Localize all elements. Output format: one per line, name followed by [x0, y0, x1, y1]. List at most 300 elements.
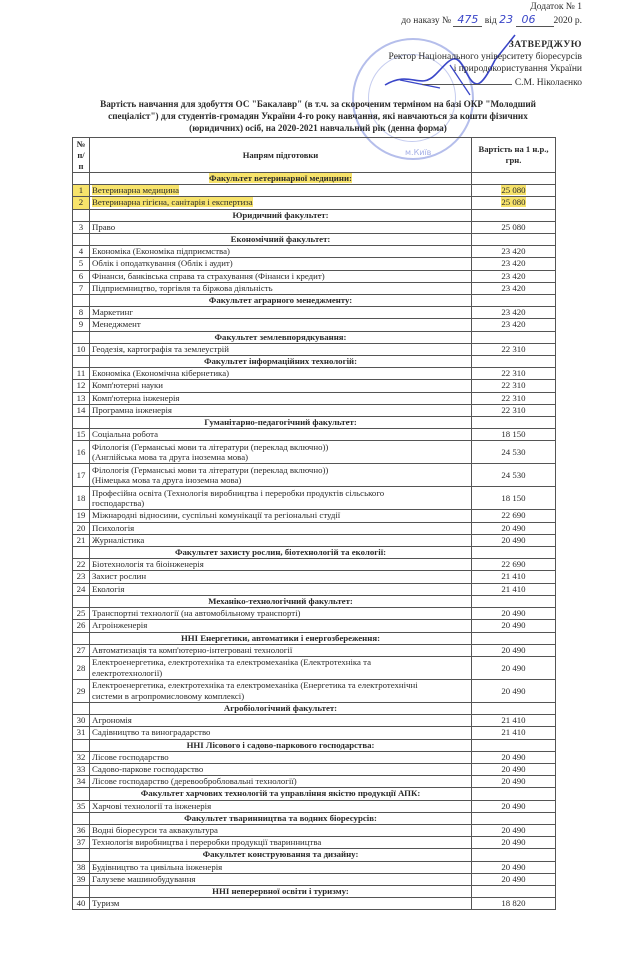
program-name-text: Журналістика [92, 534, 145, 545]
row-num: 19 [73, 510, 90, 522]
faculty-name [90, 595, 472, 607]
row-price [472, 368, 556, 380]
program-name-text: Агроінженерія [92, 620, 148, 631]
program-name [90, 441, 472, 464]
program-name [90, 656, 472, 679]
program-name [90, 392, 472, 404]
program-name [90, 644, 472, 656]
order-number: 475 [453, 13, 482, 27]
row-price [472, 464, 556, 487]
table-row [73, 800, 556, 812]
faculty-label: Факультет харчових технологій та управління якістю продукції АПК: [140, 788, 421, 799]
row-num: 33 [73, 763, 90, 775]
row-price [472, 885, 556, 897]
program-name-text: Технологія виробництва і переробки продукції тваринництва [92, 837, 322, 848]
price-value: 23 420 [501, 246, 526, 257]
row-price [472, 282, 556, 294]
faculty-row [73, 702, 556, 714]
stamp-city-text: м.Київ [405, 148, 432, 157]
row-num: 7 [73, 282, 90, 294]
price-value: 20 490 [501, 824, 526, 835]
price-value: 22 310 [501, 392, 526, 403]
program-name-text: Автоматизація та комп'ютерно-інтегровані технології [92, 644, 293, 655]
price-value: 18 150 [501, 493, 526, 504]
row-price [472, 812, 556, 824]
faculty-label: ННІ Енергетики, автоматики і енергозбереження: [180, 632, 381, 643]
faculty-row [73, 173, 556, 185]
header-price: Вартість на 1 н.р., грн. [472, 138, 556, 173]
table-row [73, 620, 556, 632]
row-price [472, 656, 556, 679]
price-value: 23 420 [501, 282, 526, 293]
row-price [472, 620, 556, 632]
faculty-row [73, 739, 556, 751]
program-name-text: Галузеве машинобудування [92, 873, 196, 884]
row-price [472, 849, 556, 861]
row-num: 15 [73, 429, 90, 441]
price-value: 20 490 [501, 685, 526, 696]
table-row [73, 583, 556, 595]
row-price [472, 679, 556, 702]
price-value: 25 080 [501, 185, 526, 196]
table-row [73, 763, 556, 775]
row-num: 28 [73, 656, 90, 679]
program-name [90, 487, 472, 510]
row-price [472, 295, 556, 307]
faculty-row [73, 356, 556, 368]
table-row [73, 441, 556, 464]
faculty-label: Факультет інформаційних технологій: [203, 356, 358, 367]
program-name [90, 368, 472, 380]
faculty-label: Агробіологічний факультет: [223, 702, 338, 713]
price-value: 24 530 [501, 447, 526, 458]
faculty-label: Економічний факультет: [230, 234, 331, 245]
row-num: 16 [73, 441, 90, 464]
table-row [73, 197, 556, 209]
program-name [90, 307, 472, 319]
rector-name: С.М. Ніколаєнко [514, 78, 582, 88]
program-name-text: Садово-паркове господарство [92, 763, 204, 774]
row-num: 23 [73, 571, 90, 583]
row-num: 37 [73, 837, 90, 849]
table-row [73, 873, 556, 885]
faculty-label: Факультет тваринництва та водних біоресурсів: [184, 812, 377, 823]
document-title: Вартість навчання для здобуття ОС "Бакалавр" (в т.ч. за скороченим терміном на базі ОКР "Молодший спеціаліст") для студентів-громадян України 4-го року навчання, які навчаються за кошти фізичних (юридичних) осіб, на 2020-2021 навчальний рік (денна форма) [100, 99, 536, 133]
program-name-text: Електроенергетика, електротехніка та електромеханіка (Енергетика та електротехнічні [92, 680, 418, 691]
program-name-text: Геодезія, картографія та землеустрій [92, 343, 229, 354]
row-num [73, 849, 90, 861]
program-name [90, 583, 472, 595]
faculty-name [90, 788, 472, 800]
row-price [472, 715, 556, 727]
program-name-text: Водні біоресурси та аквакультура [92, 824, 218, 835]
table-row [73, 559, 556, 571]
table-row [73, 656, 556, 679]
row-num: 11 [73, 368, 90, 380]
program-name-text: Садівництво та виноградарство [92, 727, 211, 738]
row-price [472, 417, 556, 429]
row-num: 9 [73, 319, 90, 331]
faculty-name [90, 209, 472, 221]
row-num [73, 702, 90, 714]
row-price [472, 429, 556, 441]
row-num [73, 417, 90, 429]
program-name [90, 715, 472, 727]
row-num: 26 [73, 620, 90, 632]
program-name-text: Ветеринарна медицина [92, 185, 180, 196]
faculty-row [73, 331, 556, 343]
row-price [472, 824, 556, 836]
row-price [472, 487, 556, 510]
program-name-text-line2: електротехнології) [92, 667, 163, 678]
program-name-text: Захист рослин [92, 571, 147, 582]
price-value: 25 080 [501, 221, 526, 232]
row-price [472, 221, 556, 233]
faculty-name [90, 547, 472, 559]
price-value: 18 150 [501, 429, 526, 440]
program-name-text-line2: (Англійська мова та друга іноземна мова) [92, 452, 249, 463]
row-num: 39 [73, 873, 90, 885]
row-num: 22 [73, 559, 90, 571]
faculty-row [73, 417, 556, 429]
program-name [90, 898, 472, 910]
faculty-name [90, 295, 472, 307]
row-price [472, 763, 556, 775]
row-price [472, 331, 556, 343]
row-price [472, 246, 556, 258]
price-value: 21 410 [501, 715, 526, 726]
row-price [472, 392, 556, 404]
header-name: Напрям підготовки [90, 138, 472, 173]
row-price [472, 837, 556, 849]
row-price [472, 898, 556, 910]
program-name-text: Харчові технології та інженерія [92, 800, 212, 811]
row-num [73, 356, 90, 368]
price-value: 20 490 [501, 800, 526, 811]
program-name-text: Професійна освіта (Технологія виробництва і переробки продуктів сільського [92, 487, 385, 498]
row-num: 10 [73, 343, 90, 355]
price-value: 20 490 [501, 751, 526, 762]
row-num [73, 547, 90, 559]
row-num [73, 595, 90, 607]
program-name-text-line2: системи в агропромисловому комплексі) [92, 690, 245, 701]
row-num: 40 [73, 898, 90, 910]
row-num: 8 [73, 307, 90, 319]
program-name [90, 343, 472, 355]
price-value: 24 530 [501, 470, 526, 481]
table-row [73, 258, 556, 270]
program-name [90, 534, 472, 546]
table-row [73, 343, 556, 355]
price-value: 20 490 [501, 534, 526, 545]
program-name [90, 404, 472, 416]
faculty-label: Юридичний факультет: [232, 209, 329, 220]
program-name [90, 620, 472, 632]
program-name-text: Філологія (Германські мови та літератури (переклад включно)) [92, 464, 329, 475]
row-num: 30 [73, 715, 90, 727]
price-value: 20 490 [501, 522, 526, 533]
row-price [472, 319, 556, 331]
program-name [90, 873, 472, 885]
program-name [90, 464, 472, 487]
row-num: 21 [73, 534, 90, 546]
program-name [90, 824, 472, 836]
row-num [73, 331, 90, 343]
row-price [472, 197, 556, 209]
row-price [472, 307, 556, 319]
program-name-text: Електроенергетика, електротехніка та електромеханіка (Електротехніка та [92, 657, 372, 668]
price-value: 20 490 [501, 644, 526, 655]
row-price [472, 861, 556, 873]
row-num [73, 739, 90, 751]
program-name-text: Програмна інженерія [92, 404, 172, 415]
program-name-text: Економіка (Економічна кібернетика) [92, 368, 230, 379]
faculty-row [73, 632, 556, 644]
program-name [90, 751, 472, 763]
table-row [73, 392, 556, 404]
price-value: 22 310 [501, 368, 526, 379]
table-row [73, 185, 556, 197]
faculty-name [90, 417, 472, 429]
faculty-name [90, 739, 472, 751]
table-row [73, 464, 556, 487]
row-num: 5 [73, 258, 90, 270]
price-value: 21 410 [501, 571, 526, 582]
faculty-row [73, 547, 556, 559]
program-name-text: Ветеринарна гігієна, санітарія і експертиза [92, 197, 253, 208]
tuition-table [72, 137, 556, 910]
program-name-text-line2: господарства) [92, 498, 145, 509]
program-name-text: Підприємництво, торгівля та біржова діяльність [92, 282, 273, 293]
table-row [73, 522, 556, 534]
program-name [90, 319, 472, 331]
order-from: від [484, 16, 497, 26]
row-price [472, 595, 556, 607]
table-row [73, 319, 556, 331]
faculty-name [90, 885, 472, 897]
faculty-row [73, 295, 556, 307]
row-num: 18 [73, 487, 90, 510]
row-num [73, 234, 90, 246]
program-name-text: Облік і оподаткування (Облік і аудит) [92, 258, 233, 269]
row-price [472, 380, 556, 392]
row-num [73, 788, 90, 800]
program-name-text: Комп'ютерні науки [92, 380, 164, 391]
table-header-row [73, 138, 556, 173]
row-num [73, 632, 90, 644]
table-row [73, 246, 556, 258]
program-name-text: Туризм [92, 898, 120, 909]
program-name [90, 258, 472, 270]
row-num: 6 [73, 270, 90, 282]
order-reference [401, 13, 582, 26]
table-row [73, 510, 556, 522]
row-num: 36 [73, 824, 90, 836]
annex-label: Додаток № 1 [530, 2, 582, 12]
table-row [73, 368, 556, 380]
row-num: 27 [73, 644, 90, 656]
row-num: 38 [73, 861, 90, 873]
row-price [472, 873, 556, 885]
program-name-text: Екологія [92, 583, 125, 594]
row-num: 2 [73, 197, 90, 209]
row-price [472, 234, 556, 246]
program-name [90, 221, 472, 233]
table-row [73, 861, 556, 873]
row-price [472, 727, 556, 739]
program-name-text: Психологія [92, 522, 135, 533]
order-prefix: до наказу № [401, 16, 452, 26]
table-row [73, 571, 556, 583]
program-name [90, 246, 472, 258]
faculty-name [90, 702, 472, 714]
price-value: 20 490 [501, 873, 526, 884]
row-num: 31 [73, 727, 90, 739]
faculty-name [90, 356, 472, 368]
price-value: 18 820 [501, 898, 526, 909]
price-value: 20 490 [501, 837, 526, 848]
row-num [73, 295, 90, 307]
program-name [90, 282, 472, 294]
price-value: 23 420 [501, 319, 526, 330]
price-value: 21 410 [501, 727, 526, 738]
row-price [472, 404, 556, 416]
faculty-row [73, 234, 556, 246]
table-row [73, 837, 556, 849]
table-row [73, 534, 556, 546]
row-num: 3 [73, 221, 90, 233]
table-row [73, 404, 556, 416]
row-price [472, 173, 556, 185]
table-row [73, 270, 556, 282]
program-name [90, 559, 472, 571]
program-name [90, 522, 472, 534]
program-name-text: Лісове господарство [92, 751, 169, 762]
faculty-name [90, 173, 472, 185]
program-name [90, 608, 472, 620]
faculty-label: Факультет аграрного менеджменту: [208, 295, 353, 306]
program-name-text: Фінанси, банківська справа та страхування (Фінанси і кредит) [92, 270, 325, 281]
row-num [73, 885, 90, 897]
table-row [73, 679, 556, 702]
row-num: 13 [73, 392, 90, 404]
price-value: 22 310 [501, 343, 526, 354]
row-price [472, 547, 556, 559]
table-row [73, 429, 556, 441]
row-num: 25 [73, 608, 90, 620]
program-name [90, 679, 472, 702]
program-name-text: Право [92, 221, 116, 232]
signature-underline [422, 84, 512, 85]
row-price [472, 270, 556, 282]
row-num: 12 [73, 380, 90, 392]
header-num: № п/п [73, 138, 90, 173]
faculty-name [90, 632, 472, 644]
table-row [73, 221, 556, 233]
price-value: 22 690 [501, 559, 526, 570]
program-name-text: Лісове господарство (деревообробловальні технології) [92, 776, 297, 787]
table-row [73, 644, 556, 656]
program-name-text: Філологія (Германські мови та літератури (переклад включно)) [92, 441, 329, 452]
program-name-text: Комп'ютерна інженерія [92, 392, 180, 403]
price-value: 20 490 [501, 861, 526, 872]
row-num: 24 [73, 583, 90, 595]
row-price [472, 559, 556, 571]
faculty-row [73, 885, 556, 897]
table-row [73, 776, 556, 788]
program-name [90, 270, 472, 282]
faculty-label: Механіко-технологічний факультет: [208, 595, 353, 606]
program-name-text: Менеджмент [92, 319, 141, 330]
order-month: 06 [516, 13, 554, 27]
row-price [472, 185, 556, 197]
row-price [472, 571, 556, 583]
price-value: 20 490 [501, 763, 526, 774]
price-value: 20 490 [501, 608, 526, 619]
row-price [472, 534, 556, 546]
faculty-row [73, 849, 556, 861]
program-name [90, 800, 472, 812]
row-price [472, 702, 556, 714]
price-value: 21 410 [501, 583, 526, 594]
program-name [90, 185, 472, 197]
faculty-name [90, 849, 472, 861]
price-value: 25 080 [501, 197, 526, 208]
table-row [73, 727, 556, 739]
table-row [73, 282, 556, 294]
faculty-label: Факультет землевпорядкування: [214, 331, 347, 342]
table-row [73, 380, 556, 392]
faculty-row [73, 788, 556, 800]
program-name [90, 429, 472, 441]
table-row [73, 751, 556, 763]
row-price [472, 441, 556, 464]
program-name [90, 197, 472, 209]
row-num [73, 173, 90, 185]
row-price [472, 356, 556, 368]
row-price [472, 510, 556, 522]
approve-heading: ЗАТВЕРДЖУЮ [508, 40, 582, 50]
row-price [472, 644, 556, 656]
table-row [73, 307, 556, 319]
faculty-label: Гуманітарно-педагогічний факультет: [204, 417, 357, 428]
program-name-text: Агрономія [92, 715, 132, 726]
program-name-text: Маркетинг [92, 307, 133, 318]
table-body [73, 173, 556, 910]
row-price [472, 788, 556, 800]
rector-title-line1: Ректор Національного університету біоресурсів [388, 52, 582, 62]
row-price [472, 583, 556, 595]
faculty-name [90, 812, 472, 824]
row-num: 35 [73, 800, 90, 812]
program-name [90, 776, 472, 788]
faculty-row [73, 595, 556, 607]
order-day: 23 [499, 13, 514, 26]
faculty-name [90, 331, 472, 343]
row-num: 34 [73, 776, 90, 788]
row-price [472, 739, 556, 751]
row-num: 4 [73, 246, 90, 258]
faculty-label: ННІ Лісового і садово-паркового господарства: [186, 739, 375, 750]
price-value: 22 310 [501, 380, 526, 391]
row-price [472, 632, 556, 644]
price-value: 23 420 [501, 258, 526, 269]
faculty-label: Факультет конструювання та дизайну: [202, 849, 359, 860]
row-num [73, 812, 90, 824]
row-price [472, 608, 556, 620]
row-num: 29 [73, 679, 90, 702]
program-name-text: Економіка (Економіка підприємства) [92, 246, 230, 257]
